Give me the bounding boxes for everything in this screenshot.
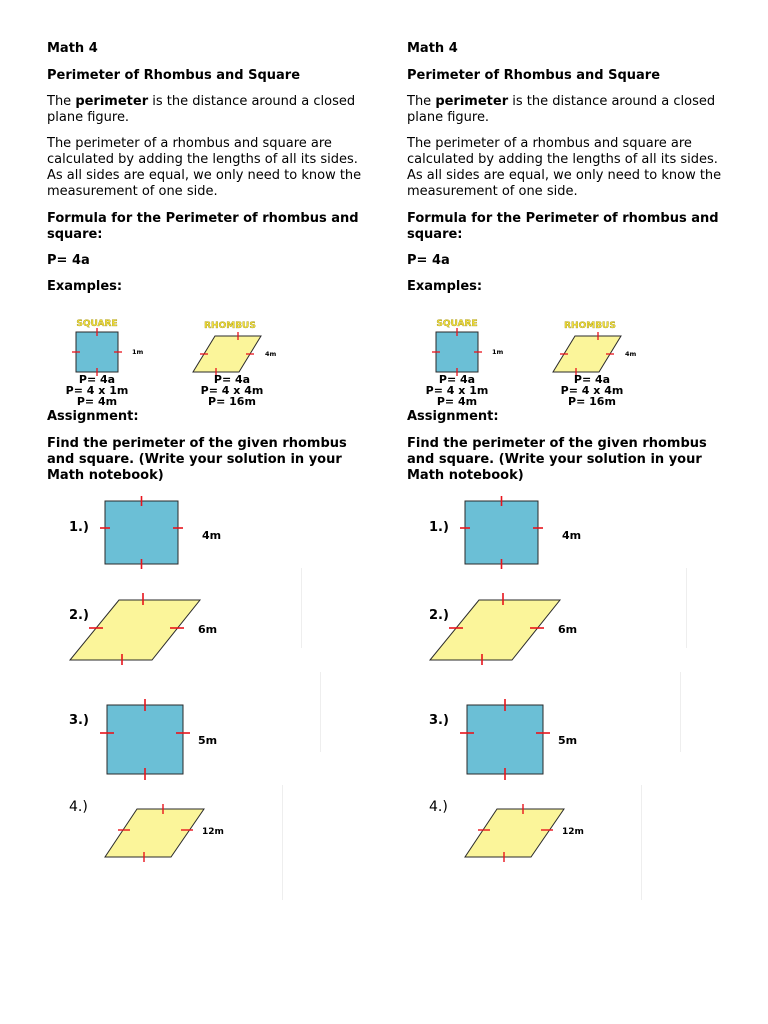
problem-1 (47, 495, 367, 570)
example-square-line-1: P= 4a (438, 373, 476, 386)
example-rhombus-title: RHOMBUS (564, 321, 616, 331)
example-square-shape (76, 332, 118, 372)
problem-1-square (465, 501, 538, 564)
example-square-line-2: P= 4 x 1m (425, 384, 489, 397)
worksheet-title: Perimeter of Rhombus and Square (407, 68, 661, 83)
example-square-side: 1m (492, 348, 504, 356)
problem-4-label: 4.) (429, 799, 448, 815)
example-rhombus-line-3: P= 16m (208, 395, 256, 408)
example-square-line-3: P= 4m (436, 395, 478, 408)
example-square (66, 319, 144, 408)
problem-3-label: 3.) (429, 713, 449, 728)
problem-2-side: 6m (198, 623, 218, 636)
problem-1-side: 4m (562, 529, 582, 542)
problem-1-square (105, 501, 178, 564)
formula-heading: Formula for the Perimeter of rhombus and square: (407, 211, 719, 242)
problem-4-rhombus (465, 809, 564, 857)
examples-heading: Examples: (407, 279, 483, 294)
definition-term: perimeter (435, 94, 509, 109)
problem-2-label: 2.) (429, 608, 449, 623)
problem-4-rhombus (105, 809, 204, 857)
example-rhombus-line-1: P= 4a (213, 373, 251, 386)
formula-heading: Formula for the Perimeter of rhombus and square: (47, 211, 359, 242)
assignment-heading: Assignment: (47, 409, 139, 424)
problem-3-square (467, 705, 543, 774)
subject-title: Math 4 (407, 41, 458, 56)
problem-4 (407, 796, 727, 866)
worksheet-title: Perimeter of Rhombus and Square (47, 68, 301, 83)
problem-3-square (107, 705, 183, 774)
example-rhombus (553, 321, 637, 408)
panel-edge (686, 568, 687, 648)
formula: P= 4a (47, 253, 90, 268)
explanation-text: The perimeter of a rhombus and square are calculated by adding the lengths of all its sides. As all sides are equal, we only need to know the measurement of one side. (47, 136, 362, 199)
problem-4-side: 12m (562, 827, 584, 837)
problem-2-rhombus (70, 600, 200, 660)
problem-2-rhombus (430, 600, 560, 660)
panel-edge (641, 785, 642, 900)
problem-2 (407, 590, 727, 665)
example-rhombus (193, 321, 277, 408)
example-rhombus-side: 4m (265, 350, 277, 358)
problem-4-label: 4.) (69, 799, 88, 815)
example-square-line-2: P= 4 x 1m (65, 384, 129, 397)
examples-heading: Examples: (47, 279, 123, 294)
example-rhombus-line-3: P= 16m (568, 395, 616, 408)
example-square-title: SQUARE (436, 319, 478, 329)
example-rhombus-line-1: P= 4a (573, 373, 611, 386)
example-rhombus-line-2: P= 4 x 4m (200, 384, 264, 397)
definition-text: The perimeter is the distance around a closed plane figure. (47, 94, 356, 125)
explanation-text: The perimeter of a rhombus and square are calculated by adding the lengths of all its sides. As all sides are equal, we only need to know the measurement of one side. (407, 136, 722, 199)
worksheet-left-copy (47, 0, 377, 1024)
examples-figure (367, 305, 712, 410)
problem-3 (47, 695, 367, 780)
problem-1-label: 1.) (429, 520, 449, 535)
example-square (426, 319, 504, 408)
example-square-line-3: P= 4m (76, 395, 118, 408)
panel-edge (282, 785, 283, 900)
panel-edge (320, 672, 321, 752)
worksheet-right-copy (407, 0, 737, 1024)
problem-3 (407, 695, 727, 780)
problem-3-label: 3.) (69, 713, 89, 728)
problem-2 (47, 590, 367, 665)
assignment-heading: Assignment: (407, 409, 499, 424)
panel-edge (680, 672, 681, 752)
problem-4-side: 12m (202, 827, 224, 837)
problem-2-label: 2.) (69, 608, 89, 623)
example-square-side: 1m (132, 348, 144, 356)
example-square-line-1: P= 4a (78, 373, 116, 386)
assignment-text: Find the perimeter of the given rhombus and square. (Write your solution in your Math notebook) (47, 436, 347, 483)
subject-title: Math 4 (47, 41, 98, 56)
panel-edge (301, 568, 302, 648)
definition-text: The perimeter is the distance around a closed plane figure. (407, 94, 716, 125)
example-rhombus-side: 4m (625, 350, 637, 358)
problem-1-side: 4m (202, 529, 222, 542)
example-rhombus-title: RHOMBUS (204, 321, 256, 331)
problem-1-label: 1.) (69, 520, 89, 535)
problem-1 (407, 495, 727, 570)
definition-term: perimeter (75, 94, 149, 109)
problem-4 (47, 796, 367, 866)
problem-3-side: 5m (198, 734, 218, 747)
example-rhombus-line-2: P= 4 x 4m (560, 384, 624, 397)
example-square-title: SQUARE (76, 319, 118, 329)
example-square-shape (436, 332, 478, 372)
assignment-text: Find the perimeter of the given rhombus and square. (Write your solution in your Math notebook) (407, 436, 707, 483)
problem-2-side: 6m (558, 623, 578, 636)
formula: P= 4a (407, 253, 450, 268)
problem-3-side: 5m (558, 734, 578, 747)
examples-figure (7, 305, 352, 410)
